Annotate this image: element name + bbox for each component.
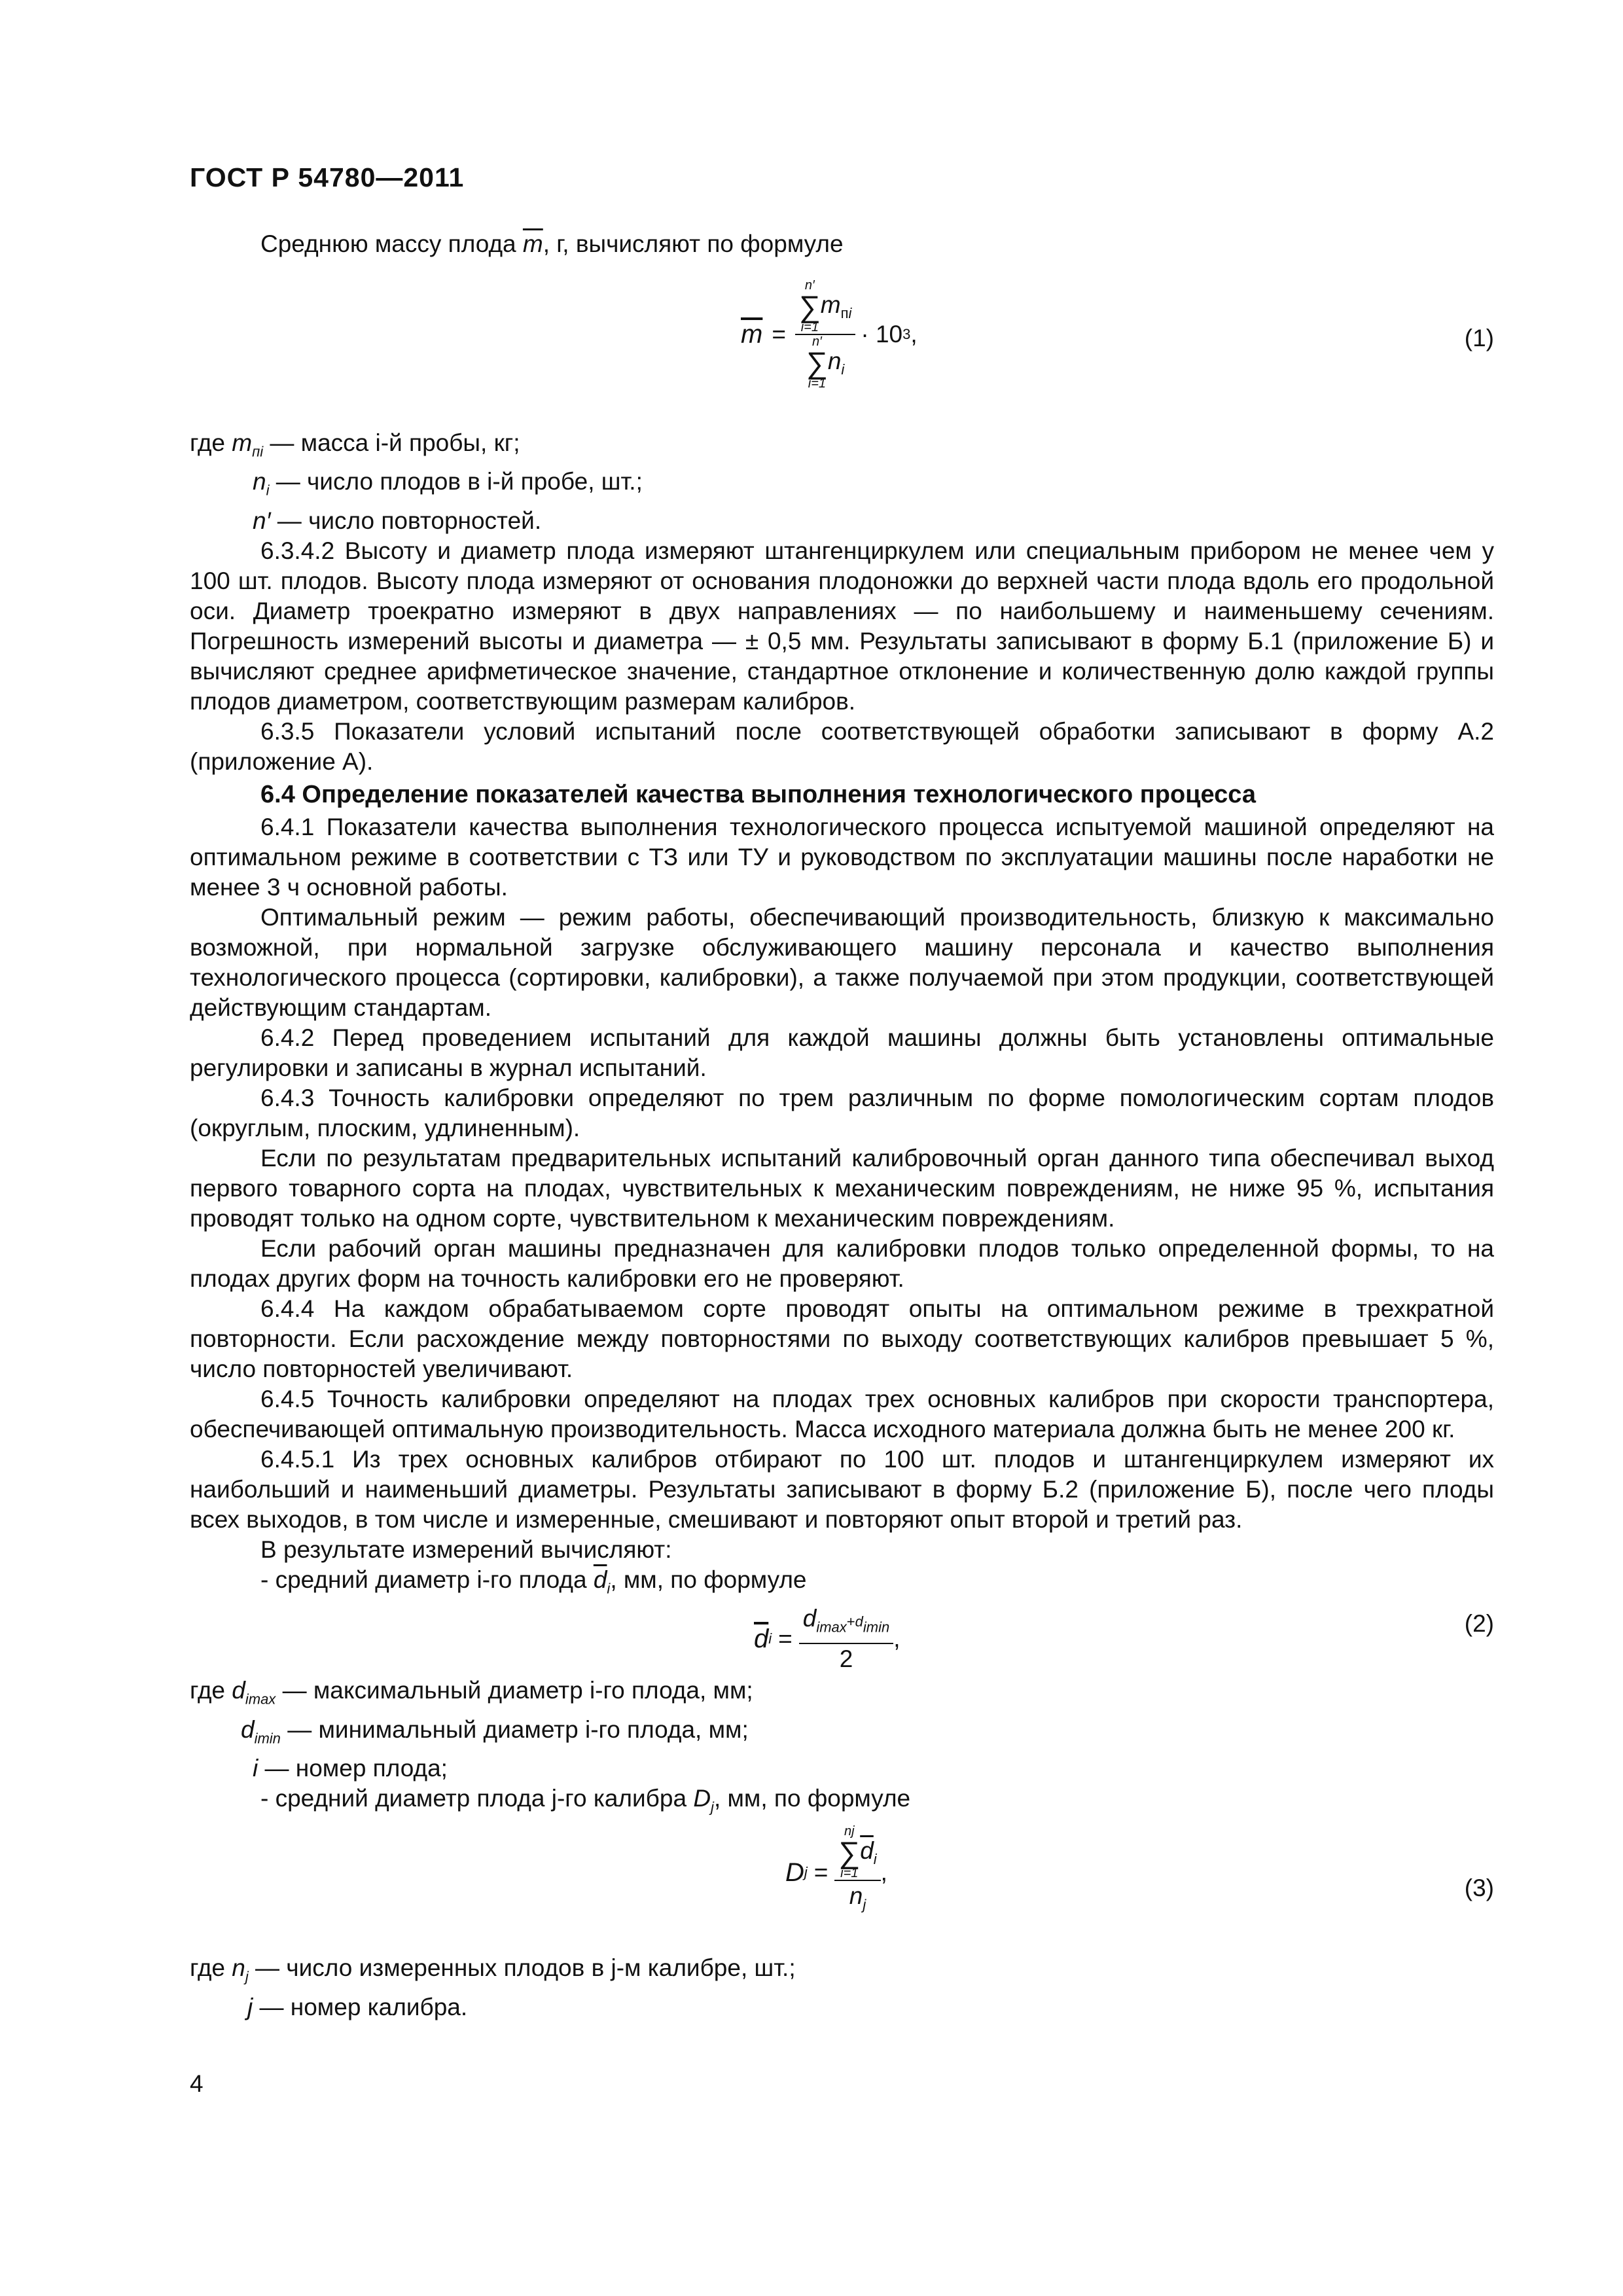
formula-1-denominator bbox=[802, 335, 848, 390]
sum-lower-limit: i=1 bbox=[840, 1866, 859, 1881]
numerator-sub-2: imin bbox=[863, 1619, 890, 1636]
formula-3-denominator bbox=[846, 1881, 870, 1920]
where-subscript: j bbox=[245, 1968, 249, 1985]
where-description: — минимальный диаметр i-го плода, мм; bbox=[287, 1715, 749, 1743]
formula-2-fraction bbox=[799, 1604, 893, 1674]
numerator-sub: imax bbox=[816, 1619, 847, 1636]
formula-2-numerator bbox=[799, 1604, 893, 1643]
where-list-3 bbox=[190, 1953, 1494, 2022]
formula-2-denominator: 2 bbox=[839, 1645, 853, 1672]
where-symbol: i bbox=[253, 1754, 259, 1782]
sum-lower-limit: i=1 bbox=[808, 376, 827, 391]
formula-3: D j = nj ∑ i=1 $\overline{d}_i$ $n_j$ , (3) bbox=[190, 1822, 1494, 1953]
where-subscript: imax bbox=[245, 1691, 276, 1708]
denominator-sub: i bbox=[841, 361, 845, 378]
where-item: где $d_{imax}$ — максимальный диаметр i-го плода, мм; bbox=[190, 1677, 753, 1708]
where-symbol: d bbox=[232, 1677, 245, 1704]
where-symbol: j bbox=[247, 1993, 253, 2020]
where-description: — номер калибра. bbox=[259, 1993, 468, 2020]
intro-line bbox=[190, 229, 1494, 259]
list-item-suffix: , мм, по формуле bbox=[610, 1566, 807, 1593]
formula-2-lhs: $\overline{d}$ bbox=[754, 1624, 769, 1653]
where-subscript: imin bbox=[254, 1729, 281, 1746]
where-description: — число повторностей. bbox=[277, 507, 542, 534]
paragraph: Если рабочий орган машины предназначен для калибровки плодов только определенной формы, то на плодах других форм на точность калибровки его не проверяют. bbox=[190, 1234, 1494, 1292]
section-heading: 6.4 Определение показателей качества выполнения технологического процесса bbox=[260, 780, 1257, 808]
mean-mass-symbol: $\overline{m}$ bbox=[522, 230, 543, 257]
formula-1-fraction bbox=[795, 279, 855, 390]
list-item-symbol: $\overline{d}$ bbox=[593, 1566, 607, 1593]
formula-3-lhs: D bbox=[785, 1858, 804, 1888]
sum-symbol: n′ ∑ i=1 bbox=[798, 278, 821, 334]
sum-upper-limit: n′ bbox=[804, 278, 815, 293]
where-symbol: d bbox=[241, 1715, 255, 1743]
formula-2-number: (2) bbox=[1464, 1610, 1494, 1638]
intro-text: Среднюю массу плода bbox=[260, 230, 516, 257]
sum-symbol: nj ∑ i=1 bbox=[838, 1824, 861, 1881]
paragraph: Оптимальный режим — режим работы, обеспечивающий производительность, близкую к максимально возможной, при нормальной загрузке обслуживающего машину персонала и качество выполнения технологического процесса (сортировки, калибровки), а также получаемой при этом продукции, соответствующей действующим стандартам. bbox=[190, 903, 1494, 1021]
formula-3-lhs-sub: j bbox=[804, 1864, 808, 1881]
formula-3-numerator bbox=[834, 1825, 880, 1881]
sum-lower-limit: i=1 bbox=[800, 320, 819, 334]
formula-3-fraction bbox=[834, 1825, 880, 1920]
paragraph: Если по результатам предварительных испытаний калибровочный орган данного типа обеспечивал выход первого товарного сорта на плодах, чувствительных к механическим повреждениям, не ниже 95 %, испытания проводят только на одном сорте, чувствительном к механическим повреждениям. bbox=[190, 1144, 1494, 1232]
denominator-sub: j bbox=[863, 1896, 866, 1913]
where-item bbox=[190, 467, 1494, 505]
sum-upper-limit: nj bbox=[844, 1824, 855, 1839]
where-symbol: m bbox=[232, 429, 253, 456]
where-description: — масса i-й пробы, кг; bbox=[270, 429, 520, 456]
formula-1-numerator bbox=[795, 279, 855, 335]
where-item: где $n_j$ — число измеренных плодов в j-м калибре, шт.; bbox=[190, 1954, 796, 1985]
paragraph: 6.4.1 Показатели качества выполнения технологического процесса испытуемой машиной определяют на оптимальном режиме в соответствии с ТЗ или ТУ и руководством по эксплуатации машины после наработки не менее 3 ч основной работы. bbox=[190, 813, 1494, 901]
sum-symbol: n′ ∑ i=1 bbox=[806, 334, 828, 391]
list-item-suffix: , мм, по формуле bbox=[713, 1784, 911, 1812]
list-item-symbol: D bbox=[693, 1784, 711, 1812]
list-item-text: - средний диаметр i-го плода bbox=[260, 1566, 587, 1593]
formula-2-comma: , bbox=[893, 1624, 901, 1652]
where-item: где $m_{пi}$ — масса i-й пробы, кг; bbox=[190, 429, 520, 460]
where-subscript: пi bbox=[252, 443, 264, 460]
numerator-var: d bbox=[802, 1605, 817, 1632]
paragraph: 6.4.5.1 Из трех основных калибров отбирают по 100 шт. плодов и штангенциркулем измеряют их наибольший и наименьший диаметры. Результаты записывают в форму Б.2 (приложение Б), после чего плоды всех выходов, в том числе и измеренные, смешивают и повторяют опыт второй и третий раз. bbox=[190, 1445, 1494, 1533]
formula-3-number: (3) bbox=[1464, 1874, 1494, 1902]
list-item-caliber-diameter bbox=[190, 1784, 1494, 1822]
where-symbol: n bbox=[253, 468, 266, 495]
formula-1-eq: = bbox=[772, 321, 786, 348]
document-header: ГОСТ Р 54780—2011 bbox=[190, 162, 465, 192]
where-symbol: n bbox=[232, 1954, 245, 1982]
where-item bbox=[190, 1992, 1494, 2022]
where-item bbox=[190, 1715, 1494, 1753]
formula-1-comma: , bbox=[910, 321, 918, 348]
paragraph: 6.4.4 На каждом обрабатываемом сорте проводят опыты на оптимальном режиме в трехкратной повторности. Если расхождение между повторностями по выходу соответствующих калибров превышает 5 %, число повторностей увеличивают. bbox=[190, 1295, 1494, 1382]
numerator-sub: i bbox=[873, 1851, 877, 1868]
document-body bbox=[190, 229, 1494, 2022]
formula-1 bbox=[190, 259, 1494, 423]
formula-3-comma: , bbox=[880, 1859, 887, 1886]
formula-1-mult: · 10 bbox=[861, 321, 903, 348]
page-number: 4 bbox=[190, 2070, 204, 2097]
numerator-subsub: i bbox=[848, 305, 852, 322]
denominator-var: n bbox=[849, 1882, 863, 1910]
where-item bbox=[190, 1753, 1494, 1784]
list-item-text: - средний диаметр плода j-го калибра bbox=[260, 1784, 687, 1812]
formula-1-exp: 3 bbox=[902, 326, 911, 342]
formula-1-number: (1) bbox=[1464, 325, 1494, 351]
paragraph: 6.3.5 Показатели условий испытаний после соответствующей обработки записывают в форму А.2 (приложение А). bbox=[190, 717, 1494, 775]
calc-lead: В результате измерений вычисляют: bbox=[260, 1535, 672, 1563]
where-subscript: i bbox=[266, 482, 270, 499]
denominator-var: n bbox=[827, 347, 842, 374]
paragraph: 6.4.5 Точность калибровки определяют на плодах трех основных калибров при скорости транспортера, обеспечивающей оптимальную производительность. Масса исходного материала должна быть не менее 200 кг. bbox=[190, 1385, 1494, 1443]
plus-sign: + bbox=[846, 1613, 855, 1630]
numerator-var: $\overline{d}$ bbox=[860, 1837, 874, 1865]
formula-2-lhs-sub: i bbox=[768, 1630, 772, 1647]
formula-1-lhs: $\overline{m}$ bbox=[741, 320, 763, 349]
where-item bbox=[190, 506, 1494, 536]
intro-suffix: , г, вычисляют по формуле bbox=[543, 230, 844, 257]
numerator-var: m bbox=[820, 291, 841, 318]
formula-2: $\overline{d}$ i = $\frac{d_{imax}+d_{imin}}{2}$ , (2) bbox=[190, 1604, 1494, 1676]
numerator-var-2: d bbox=[855, 1613, 863, 1630]
where-description: — число плодов в i-й пробе, шт.; bbox=[276, 468, 643, 495]
where-description: — номер плода; bbox=[264, 1754, 448, 1782]
where-description: — максимальный диаметр i-го плода, мм; bbox=[282, 1677, 753, 1704]
paragraph: 6.4.3 Точность калибровки определяют по трем различным по форме помологическим сортам плодов (округлым, плоским, удлиненным). bbox=[190, 1084, 1494, 1141]
list-item-subscript: i bbox=[607, 1580, 611, 1597]
where-list-1 bbox=[190, 428, 1494, 536]
numerator-sub: п bbox=[840, 305, 849, 322]
list-item-mean-diameter bbox=[190, 1565, 1494, 1604]
where-list-2 bbox=[190, 1676, 1494, 1784]
paragraph: 6.3.4.2 Высоту и диаметр плода измеряют штангенциркулем или специальным прибором не менее чем у 100 шт. плодов. Высоту плода измеряют от основания плодоножки до верхней части плода вдоль его продольной оси. Диаметр троекратно измеряют в двух направлениях — по наибольшему и наименьшему сечениям. Погрешность измерений высоты и диаметра — ± 0,5 мм. Результаты записывают в форму Б.1 (приложение Б) и вычисляют среднее арифметическое значение, стандартное отклонение и количественную долю каждой группы плодов диаметром, соответствующим размерам калибров. bbox=[190, 537, 1494, 715]
where-description: — число измеренных плодов в j-м калибре, шт.; bbox=[255, 1954, 796, 1982]
where-symbol: n′ bbox=[253, 507, 271, 534]
list-item-subscript: j bbox=[711, 1799, 714, 1816]
paragraph: 6.4.2 Перед проведением испытаний для каждой машины должны быть установлены оптимальные регулировки и записаны в журнал испытаний. bbox=[190, 1024, 1494, 1081]
sum-upper-limit: n′ bbox=[812, 334, 822, 349]
